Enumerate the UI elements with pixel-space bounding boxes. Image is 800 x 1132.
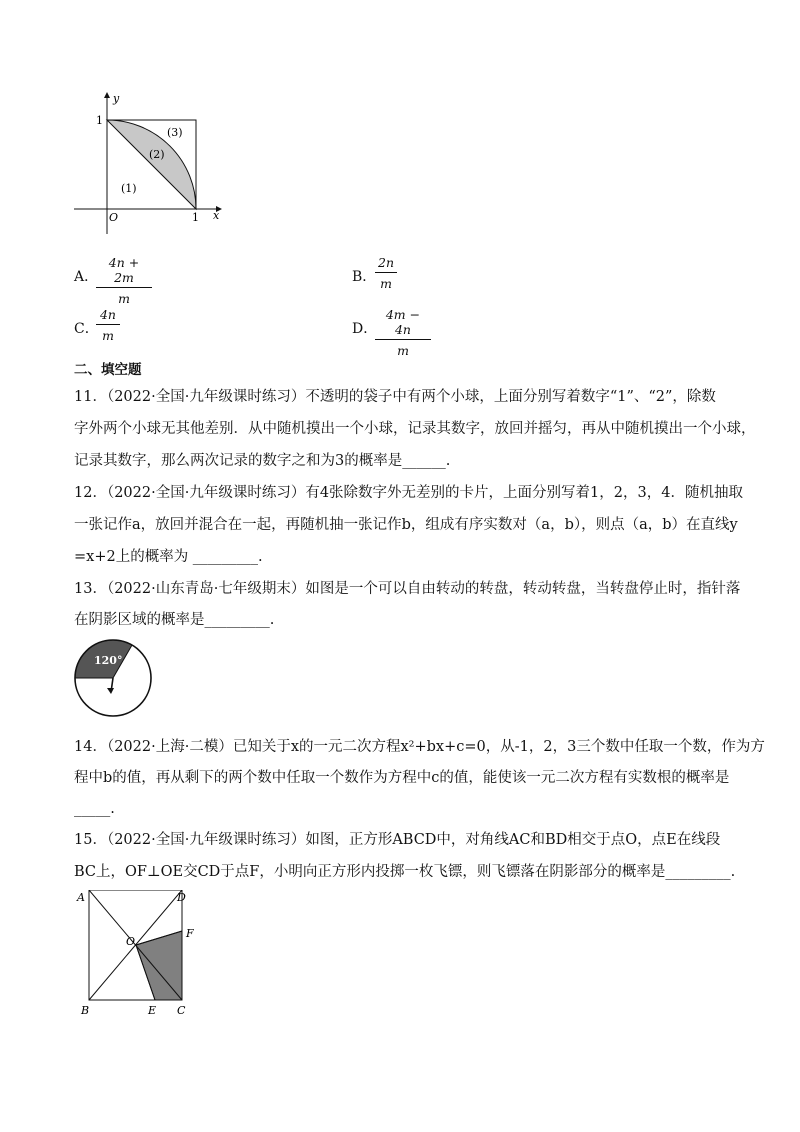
section-heading: 二、填空题: [74, 362, 142, 378]
spinner-figure: [72, 636, 156, 720]
region-1-label: (1): [121, 182, 137, 195]
q14-line-2: 程中b的值，再从剩下的两个数中任取一个数作为方程中c的值，能使该一元二次方程有实数根的概率是: [74, 770, 730, 786]
q13-line-2: 在阴影区域的概率是_________.: [74, 612, 275, 628]
square-figure: [74, 890, 204, 1020]
option-d-fraction: [375, 307, 431, 358]
y-axis-label: y: [113, 92, 120, 105]
option-a-fraction: [96, 255, 152, 306]
q11-line-3: 记录其数字，那么两次记录的数字之和为3的概率是______.: [74, 453, 451, 469]
point-b-label: B: [81, 1004, 90, 1017]
y-axis-arrow-icon: [104, 92, 110, 98]
q14-line-1: 14．（2022·上海·二模）已知关于x的一元二次方程x²+bx+c=0，从-1，2，3三个数中任取一个数，作为方: [74, 739, 765, 755]
q15-line-1: 15．（2022·全国·九年级课时练习）如图，正方形ABCD中，对角线AC和BD相交于点O，点E在线段: [74, 832, 721, 848]
option-c-fraction: [96, 307, 120, 343]
region-2-label: (2): [149, 148, 165, 161]
q14-line-3: _____.: [74, 801, 115, 817]
x-axis-label: x: [213, 209, 220, 222]
shaded-region-2: [107, 120, 196, 209]
origin-label: O: [109, 211, 119, 224]
option-d-label: D．: [352, 321, 378, 337]
q12-line-2: 一张记作a，放回并混合在一起，再随机抽一张记作b，组成有序实数对（a，b），则点（a，b）在直线y: [74, 517, 738, 533]
sector-angle-label: 120°: [94, 654, 123, 667]
q12-line-3: =x+2上的概率为 _________.: [74, 549, 263, 565]
option-c-numerator: 4n: [96, 307, 120, 325]
q11-line-2: 字外两个小球无其他差别．从中随机摸出一个小球，记录其数字，放回并摇匀，再从中随机摸出一个小球，: [74, 421, 756, 437]
region-3-label: (3): [167, 126, 183, 139]
option-b-fraction: [375, 255, 397, 291]
q13-line-1: 13．（2022·山东青岛·七年级期末）如图是一个可以自由转动的转盘，转动转盘，当转盘停止时，指针落: [74, 581, 741, 597]
option-b-denominator: m: [380, 276, 392, 291]
option-c-denominator: m: [102, 328, 114, 343]
option-c-label: C．: [74, 321, 99, 337]
q12-line-1: 12．（2022·全国·九年级课时练习）有4张除数字外无差别的卡片，上面分别写着1，2，3，4．随机抽取: [74, 485, 743, 501]
point-d-label: D: [177, 891, 186, 904]
point-a-label: A: [77, 891, 85, 904]
x-one-label: 1: [192, 211, 199, 224]
option-d-denominator: m: [397, 343, 409, 358]
option-b-numerator: 2n: [375, 255, 397, 273]
point-c-label: C: [177, 1004, 186, 1017]
option-d-numerator: 4m − 4n: [375, 307, 431, 340]
point-e-label: E: [148, 1004, 157, 1017]
option-a-label: A．: [74, 269, 99, 285]
point-f-label: F: [186, 927, 194, 940]
pointer-arrow-icon: [107, 688, 114, 694]
point-o-label: O: [126, 935, 136, 948]
option-a-numerator: 4n + 2m: [96, 255, 152, 288]
quarter-circle-figure: [70, 88, 230, 238]
q15-line-2: BC上，OF⊥OE交CD于点F，小明向正方形内投掷一枚飞镖，则飞镖落在阴影部分的概率是_________.: [74, 864, 736, 880]
option-b-label: B．: [352, 269, 377, 285]
y-one-label: 1: [96, 114, 103, 127]
option-a-denominator: m: [118, 291, 130, 306]
q11-line-1: 11．（2022·全国·九年级课时练习）不透明的袋子中有两个小球，上面分别写着数字“1”、“2”，除数: [74, 389, 716, 405]
